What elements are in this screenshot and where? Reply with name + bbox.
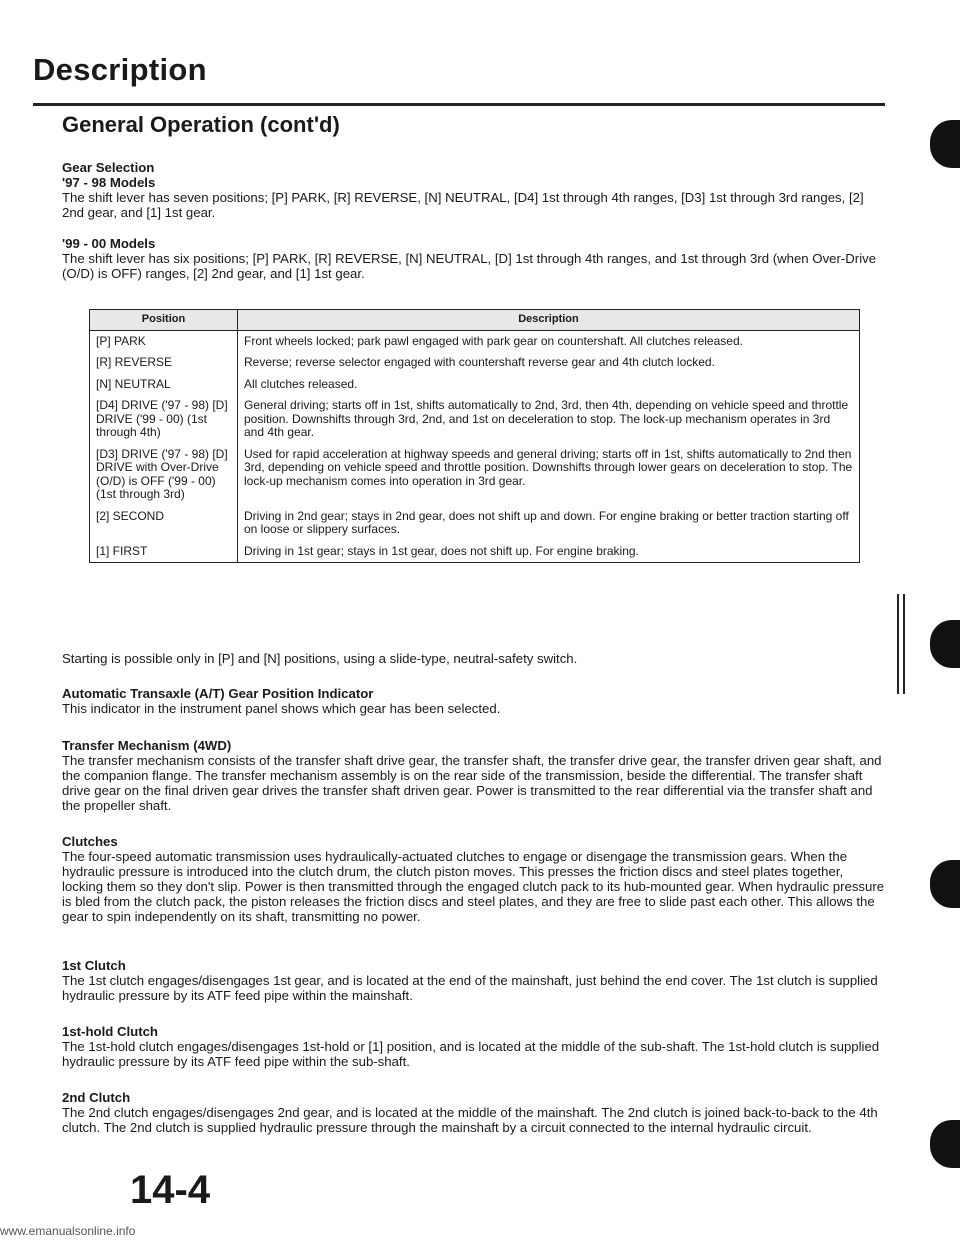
description-cell: All clutches released. bbox=[238, 374, 860, 396]
table-row bbox=[90, 541, 860, 563]
binder-hole bbox=[930, 620, 960, 668]
section-text: The 1st clutch engages/disengages 1st gear, and is located at the end of the mainshaft, just behind the end cover. The 1st clutch is supplied hydraulic pressure by its ATF feed pipe within the mainshaft. bbox=[62, 973, 878, 1003]
position-cell: [R] REVERSE bbox=[90, 352, 238, 374]
table-row bbox=[90, 352, 860, 374]
website-watermark[interactable]: www.emanualsonline.info bbox=[0, 1224, 136, 1238]
section-heading: Automatic Transaxle (A/T) Gear Position Indicator bbox=[62, 686, 374, 701]
second-clutch-section bbox=[62, 1090, 885, 1135]
section-text: The 1st-hold clutch engages/disengages 1st-hold or [1] position, and is located at the middle of the sub-shaft. The 1st-hold clutch is supplied hydraulic pressure by its ATF feed pipe within the sub-shaft. bbox=[62, 1039, 880, 1069]
section-text: The four-speed automatic transmission uses hydraulically-actuated clutches to engage or disengage the transmission gears. When the hydraulic pressure is introduced into the clutch drum, the clutch piston moves. This presses the friction discs and steel plates together, locking them so they don't slip. Power is then transmitted through the engaged clutch pack to its hub-mounted gear. When hydraulic pressure is bled from the clutch pack, the piston releases the friction discs and steel plates, and they are free to slide past each other. This allows the gear to spin independently on its shaft, transmitting no power. bbox=[62, 849, 885, 924]
gear-selection-heading: Gear Selection bbox=[62, 160, 155, 175]
position-cell: [P] PARK bbox=[90, 330, 238, 352]
description-cell: Front wheels locked; park pawl engaged with park gear on countershaft. All clutches released. bbox=[238, 330, 860, 352]
position-cell: [2] SECOND bbox=[90, 506, 238, 541]
section-heading: Clutches bbox=[62, 834, 118, 849]
starting-note: Starting is possible only in [P] and [N] positions, using a slide-type, neutral-safety switch. bbox=[62, 651, 578, 666]
margin-bar bbox=[903, 594, 905, 694]
position-cell: [D4] DRIVE ('97 - 98) [D] DRIVE ('99 - 00) (1st through 4th) bbox=[90, 395, 238, 444]
first-clutch-section bbox=[62, 958, 885, 1003]
section-text: The 2nd clutch engages/disengages 2nd gear, and is located at the middle of the mainshaft. The 2nd clutch is joined back-to-back to the 4th clutch. The 2nd clutch is supplied hydraulic pressure through the mainshaft by a circuit connected to the internal hydraulic circuit. bbox=[62, 1105, 878, 1135]
description-cell: Reverse; reverse selector engaged with countershaft reverse gear and 4th clutch locked. bbox=[238, 352, 860, 374]
table-row bbox=[90, 506, 860, 541]
position-table bbox=[89, 309, 860, 563]
gear-selection-section bbox=[62, 160, 885, 220]
col-header-position: Position bbox=[90, 310, 238, 331]
models-99-00-section bbox=[62, 236, 885, 281]
margin-bar bbox=[897, 594, 899, 694]
page-number: 14-4 bbox=[130, 1168, 211, 1212]
binder-hole bbox=[930, 1120, 960, 1168]
models-97-98-heading: '97 - 98 Models bbox=[62, 175, 156, 190]
section-heading: 1st Clutch bbox=[62, 958, 126, 973]
position-cell: [1] FIRST bbox=[90, 541, 238, 563]
section-subtitle: General Operation (cont'd) bbox=[62, 112, 340, 137]
section-heading: 2nd Clutch bbox=[62, 1090, 131, 1105]
table-row bbox=[90, 330, 860, 352]
section-text: This indicator in the instrument panel shows which gear has been selected. bbox=[62, 701, 501, 716]
title-rule bbox=[33, 103, 885, 106]
binder-hole bbox=[930, 860, 960, 908]
description-cell: General driving; starts off in 1st, shifts automatically to 2nd, 3rd, then 4th, depending on vehicle speed and throttle position. Downshifts through 3rd, 2nd, and 1st on deceleration to stop. The lock-up mechanism operates in 3rd and 4th gear. bbox=[238, 395, 860, 444]
description-cell: Driving in 2nd gear; stays in 2nd gear, does not shift up and down. For engine braking or better traction starting off on loose or slippery surfaces. bbox=[238, 506, 860, 541]
section-heading: Transfer Mechanism (4WD) bbox=[62, 738, 232, 753]
models-99-00-text: The shift lever has six positions; [P] PARK, [R] REVERSE, [N] NEUTRAL, [D] 1st through 4th ranges, and 1st through 3rd (when Over-Drive (O/D) is OFF) ranges, [2] 2nd gear, and [1] 1st gear. bbox=[62, 251, 877, 281]
table-row bbox=[90, 395, 860, 444]
position-cell: [N] NEUTRAL bbox=[90, 374, 238, 396]
page-title: Description bbox=[33, 52, 207, 87]
first-hold-clutch-section bbox=[62, 1024, 885, 1069]
description-cell: Driving in 1st gear; stays in 1st gear, does not shift up. For engine braking. bbox=[238, 541, 860, 563]
table-row bbox=[90, 444, 860, 506]
table-row bbox=[90, 374, 860, 396]
models-99-00-heading: '99 - 00 Models bbox=[62, 236, 156, 251]
section-heading: 1st-hold Clutch bbox=[62, 1024, 158, 1039]
transfer-mechanism-section bbox=[62, 738, 885, 813]
col-header-description: Description bbox=[238, 310, 860, 331]
binder-hole bbox=[930, 120, 960, 168]
gear-indicator-section bbox=[62, 686, 885, 716]
description-cell: Used for rapid acceleration at highway speeds and general driving; starts off in 1st, shifts automatically to 2nd then 3rd, depending on vehicle speed and throttle position. Downshifts through lower gears on deceleration to stop. The lock-up mechanism comes into operation in 3rd gear. bbox=[238, 444, 860, 506]
position-cell: [D3] DRIVE ('97 - 98) [D] DRIVE with Over-Drive (O/D) is OFF ('99 - 00) (1st through 3rd) bbox=[90, 444, 238, 506]
section-text: The transfer mechanism consists of the transfer shaft drive gear, the transfer shaft, the transfer drive gear, the transfer driven gear shaft, and the companion flange. The transfer mechanism assembly is on the rear side of the transmission, beside the differential. The transfer shaft drive gear on the final driven gear drives the transfer shaft driven gear. Power is transmitted to the rear differential via the transfer shaft and the propeller shaft. bbox=[62, 753, 882, 813]
models-97-98-text: The shift lever has seven positions; [P] PARK, [R] REVERSE, [N] NEUTRAL, [D4] 1st through 4th ranges, [D3] 1st through 3rd ranges, [2] 2nd gear, and [1] 1st gear. bbox=[62, 190, 864, 220]
clutches-section bbox=[62, 834, 885, 924]
table-header-row bbox=[90, 310, 860, 331]
